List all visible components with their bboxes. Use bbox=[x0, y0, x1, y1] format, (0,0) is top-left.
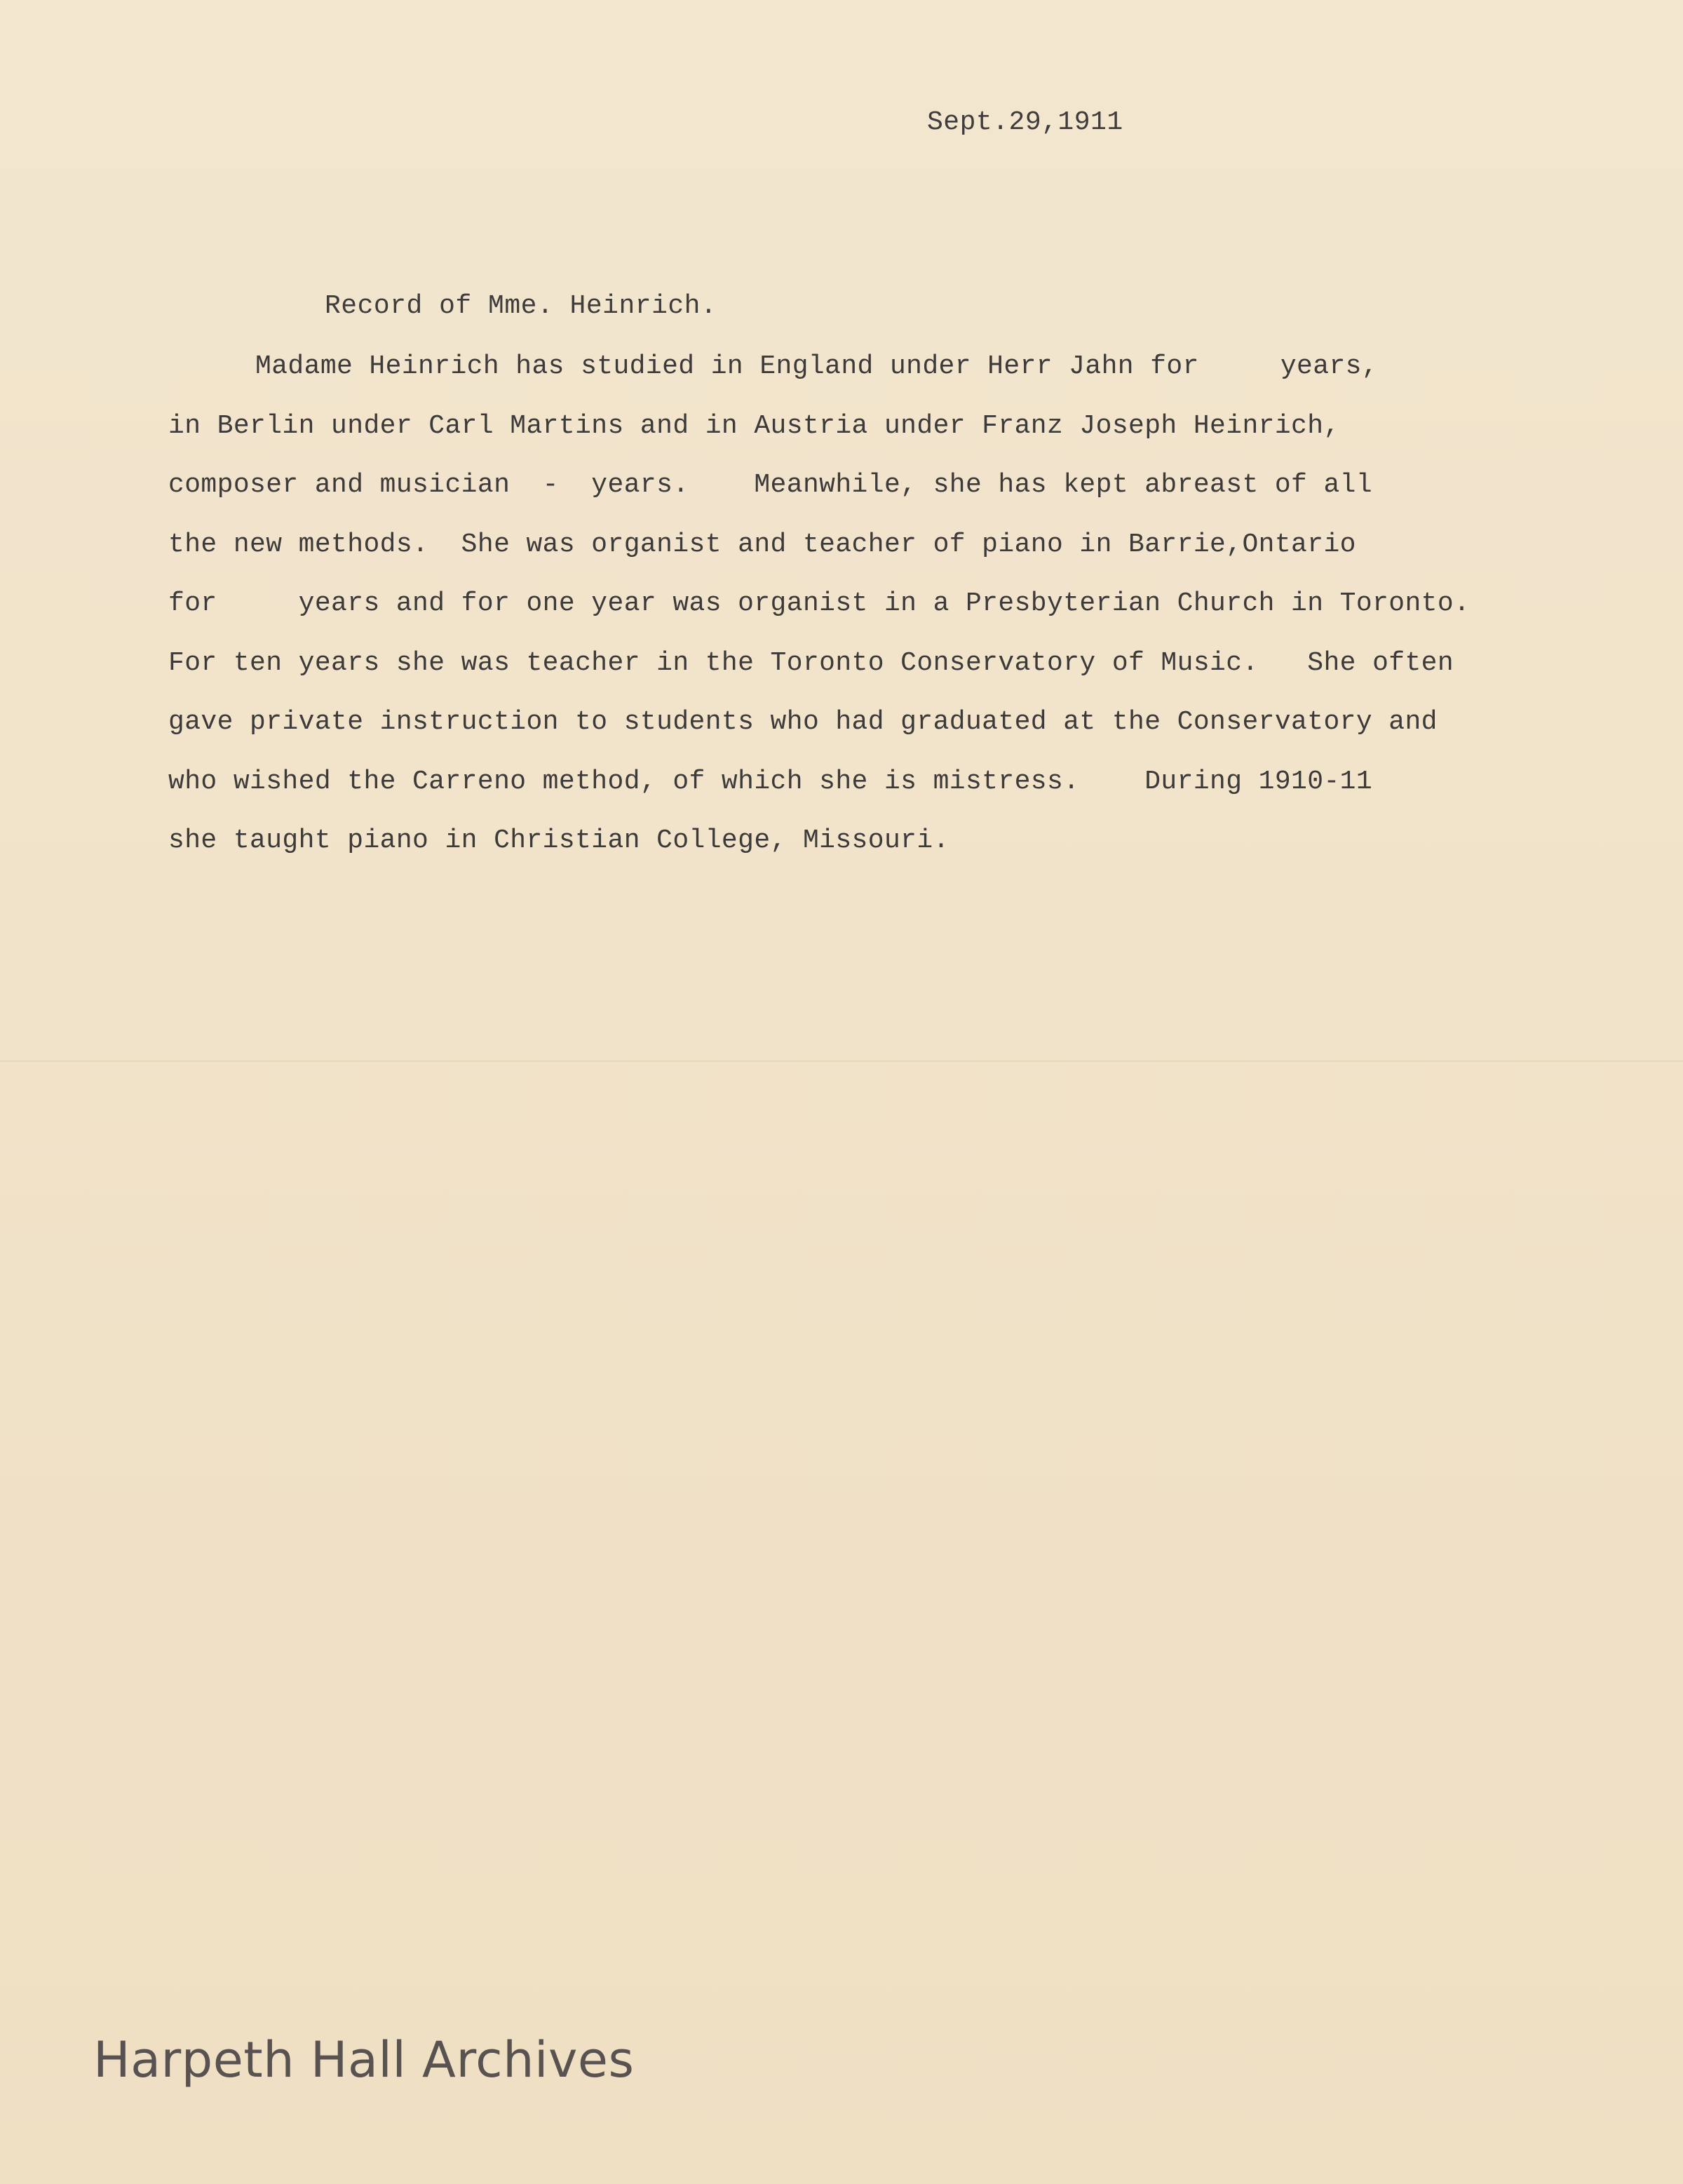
body-line: in Berlin under Carl Martins and in Austria under Franz Joseph Heinrich, bbox=[168, 410, 1340, 441]
body-line: she taught piano in Christian College, Missouri. bbox=[168, 825, 949, 856]
archive-watermark: Harpeth Hall Archives bbox=[93, 2031, 635, 2089]
letter-date: Sept.29,1911 bbox=[927, 107, 1123, 137]
body-line: for years and for one year was organist in a Presbyterian Church in Toronto. bbox=[168, 588, 1471, 619]
body-line: Madame Heinrich has studied in England under Herr Jahn for years, bbox=[255, 351, 1379, 382]
body-line: the new methods. She was organist and teacher of piano in Barrie,Ontario bbox=[168, 529, 1356, 560]
record-body bbox=[168, 348, 1571, 882]
body-line: who wished the Carreno method, of which she is mistress. During 1910-11 bbox=[168, 766, 1373, 797]
body-line: gave private instruction to students who had graduated at the Conservatory and bbox=[168, 707, 1438, 737]
body-line: composer and musician - years. Meanwhile, she has kept abreast of all bbox=[168, 470, 1373, 500]
body-line: For ten years she was teacher in the Toronto Conservatory of Music. She often bbox=[168, 647, 1454, 678]
paper-fold-line bbox=[0, 1060, 1683, 1062]
record-heading: Record of Mme. Heinrich. bbox=[325, 291, 717, 321]
